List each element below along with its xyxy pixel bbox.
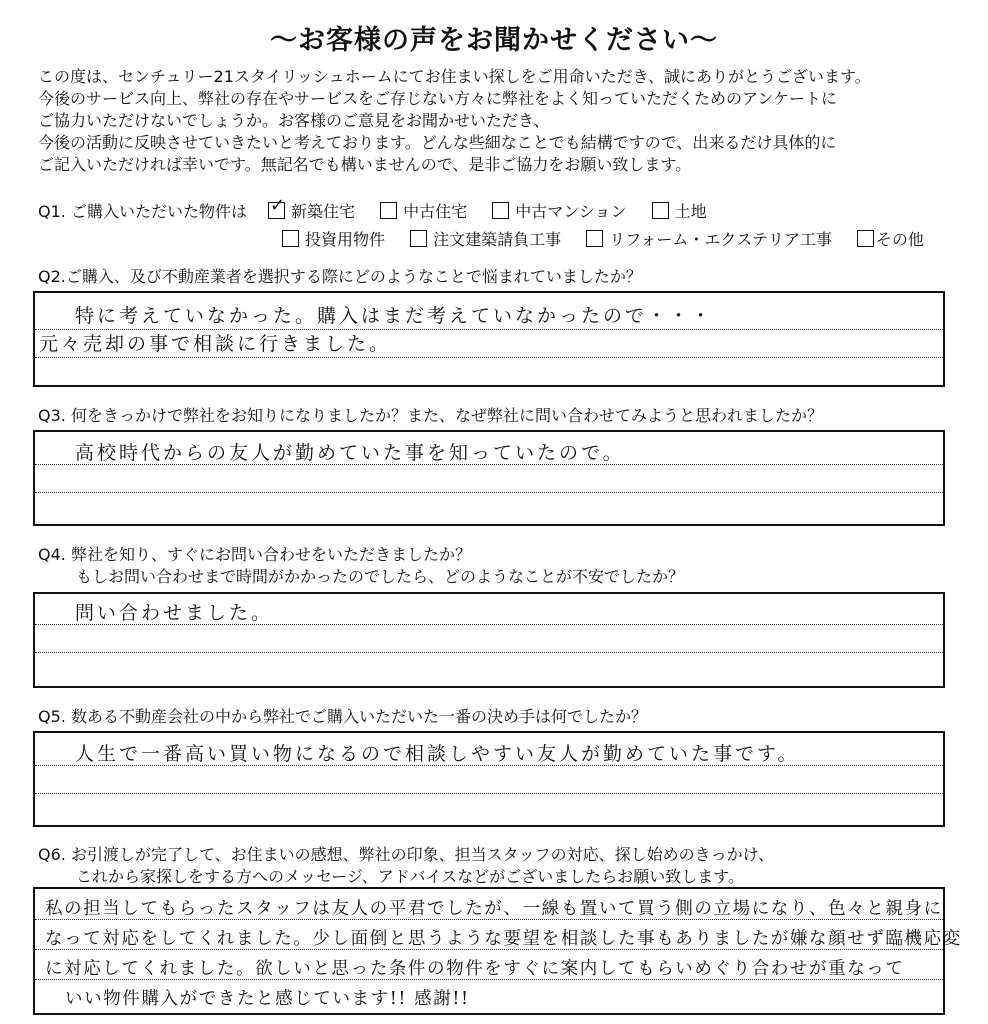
q6-answer-line: いい物件購入ができたと感じています!! 感謝!! [65,989,470,1009]
q6-answer-box[interactable] [33,887,962,1015]
q4-answer-box[interactable] [33,592,945,688]
q4-question [38,544,684,588]
checkbox[interactable] [410,230,427,247]
option-label: 注文建築請負工事 [433,230,562,249]
q6-question-line: Q6. お引渡しが完了して、お住まいの感想、弊社の印象、担当スタッフの対応、探し始めのきっかけ、 [38,845,774,864]
ruled-line [35,652,943,653]
intro-line: この度は、センチュリー21スタイリッシュホームにてお住まい探しをご用命いただき、誠にありがとうございます。 [38,67,871,86]
intro-line: 今後の活動に反映させていきたいと考えております。どんな些細なことでも結構ですので、出来るだけ具体的に [38,133,837,152]
q3-answer-line: 高校時代からの友人が勤めていた事を知っていたので。 [75,442,625,464]
q1-option-custom-build[interactable] [410,226,561,254]
option-label: 投資用物件 [305,230,386,249]
intro-line: 今後のサービス向上、弊社の存在やサービスをご存じない方々に弊社をよく知っていただくためのアンケートに [38,89,838,108]
q1-option-land[interactable] [652,198,707,226]
option-label: リフォーム・エクステリア工事 [609,230,832,249]
option-label: 中古マンション [515,202,627,221]
checkbox[interactable] [380,202,397,219]
ruled-line [35,492,943,493]
option-label: その他 [876,230,925,249]
q6-answer-line: なって対応をしてくれました。少し面倒と思うような要望を相談した事もありましたが嫌な顔せず臨機応変 [45,929,962,949]
intro-text [38,66,963,176]
q2-answer-line: 元々売却の事で相談に行きました。 [39,333,392,355]
checkbox[interactable] [586,230,603,247]
q6-question [38,844,774,888]
q1-option-used-house[interactable] [380,198,467,226]
ruled-line [35,793,943,794]
q4-question-line: Q4. 弊社を知り、すぐにお問い合わせをいただきましたか？ [38,545,471,564]
q3-question: Q3. 何をきっかけで弊社をお知りになりましたか？また、なぜ弊社に問い合わせてみようと思われましたか？ [38,406,823,425]
q1-section [38,195,925,254]
q3-answer-box[interactable] [33,430,945,526]
checkbox-checked[interactable] [268,195,286,219]
page-title: 〜お客様の声をお聞かせください〜 [270,25,718,56]
q4-answer-line: 問い合わせました。 [75,602,274,624]
checkbox[interactable] [282,230,299,247]
intro-line: ご記入いただければ幸いです。無記名でも構いませんので、是非ご協力をお願い致します。 [38,155,692,174]
q1-option-used-mansion[interactable] [492,198,626,226]
option-label: 土地 [674,202,707,221]
check-mark-icon: ✓ [270,195,286,216]
q5-answer-box[interactable] [33,731,945,827]
q5-answer-line: 人生で一番高い買い物になるので相談しやすい友人が勤めていた事です。 [75,743,800,765]
checkbox[interactable] [492,202,509,219]
checkbox[interactable] [652,202,669,219]
option-label: 中古住宅 [403,202,468,221]
option-label: 新築住宅 [291,202,356,221]
q1-option-reform[interactable] [586,226,832,254]
q5-question: Q5. 数ある不動産会社の中から弊社でご購入いただいた一番の決め手は何でしたか？ [38,707,647,726]
q1-label: Q1. ご購入いただいた物件は [38,202,247,221]
q2-answer-line: 特に考えていなかった。購入はまだ考えていなかったので・・・ [75,305,714,327]
q6-question-line: これから家探しをする方へのメッセージ、アドバイスなどがございましたらお願い致します。 [76,867,745,886]
q4-question-line: もしお問い合わせまで時間がかかったのでしたら、どのようなことが不安でしたか？ [76,567,685,586]
q6-answer-line: に対応してくれました。欲しいと思った条件の物件をすぐに案内してもらいめぐり合わせが重なって [45,959,905,979]
q6-answer-line: 私の担当してもらったスタッフは友人の平君でしたが、一線も置いて買う側の立場になり、色々と親身に [45,899,943,919]
intro-line: ご協力いただけないでしょうか。お客様のご意見をお聞かせいただき、 [38,111,550,130]
checkbox[interactable] [857,230,874,247]
q2-question: Q2.ご購入、及び不動産業者を選択する際にどのようなことで悩まれていましたか？ [38,267,642,286]
q1-option-investment[interactable] [282,226,385,254]
ruled-line [35,357,943,358]
q2-answer-box[interactable] [33,291,945,387]
q1-option-other[interactable] [857,226,924,254]
q1-option-new-house[interactable] [268,195,356,226]
